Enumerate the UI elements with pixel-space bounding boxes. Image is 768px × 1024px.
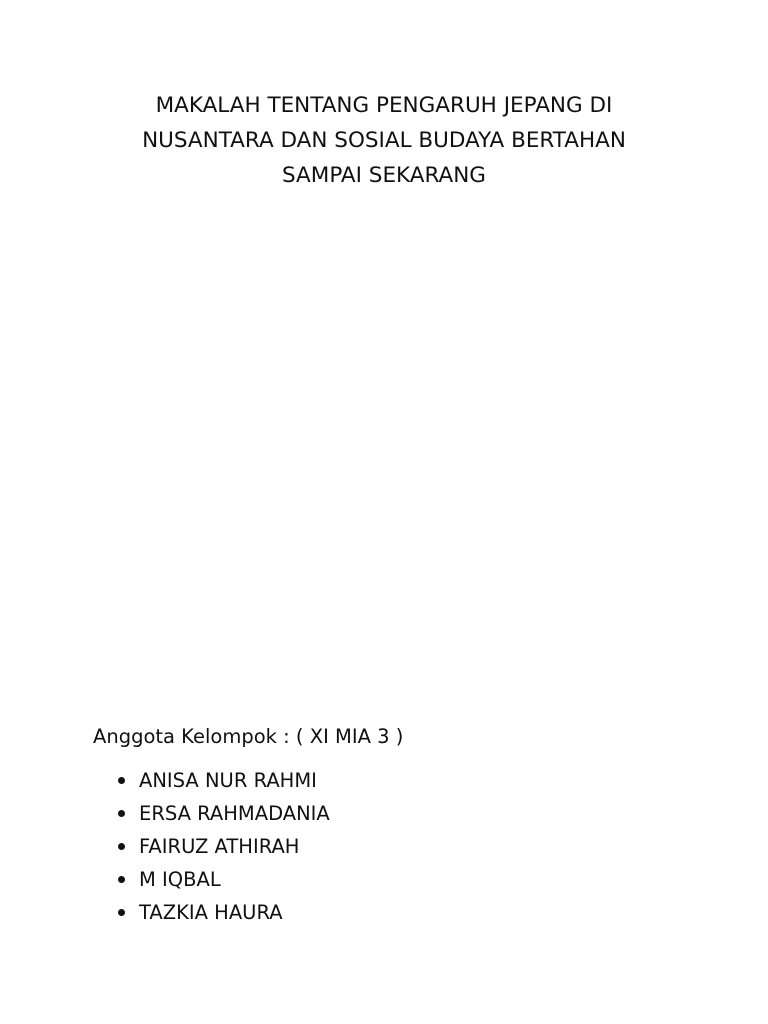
bullet-icon [118, 876, 125, 883]
members-heading: Anggota Kelompok : ( XI MIA 3 ) [93, 725, 404, 748]
bullet-icon [118, 909, 125, 916]
member-name: FAIRUZ ATHIRAH [139, 835, 300, 858]
member-name: M IQBAL [139, 868, 221, 891]
bullet-icon [118, 843, 125, 850]
title-line-2: NUSANTARA DAN SOSIAL BUDAYA BERTAHAN [142, 128, 626, 153]
title-line-3: SAMPAI SEKARANG [282, 163, 486, 188]
bullet-icon [118, 810, 125, 817]
document-title [0, 88, 768, 193]
bullet-icon [118, 777, 125, 784]
member-name: ANISA NUR RAHMI [139, 769, 317, 792]
member-name: ERSA RAHMADANIA [139, 802, 330, 825]
title-line-1: MAKALAH TENTANG PENGARUH JEPANG DI [155, 93, 613, 118]
member-name: TAZKIA HAURA [139, 901, 283, 924]
